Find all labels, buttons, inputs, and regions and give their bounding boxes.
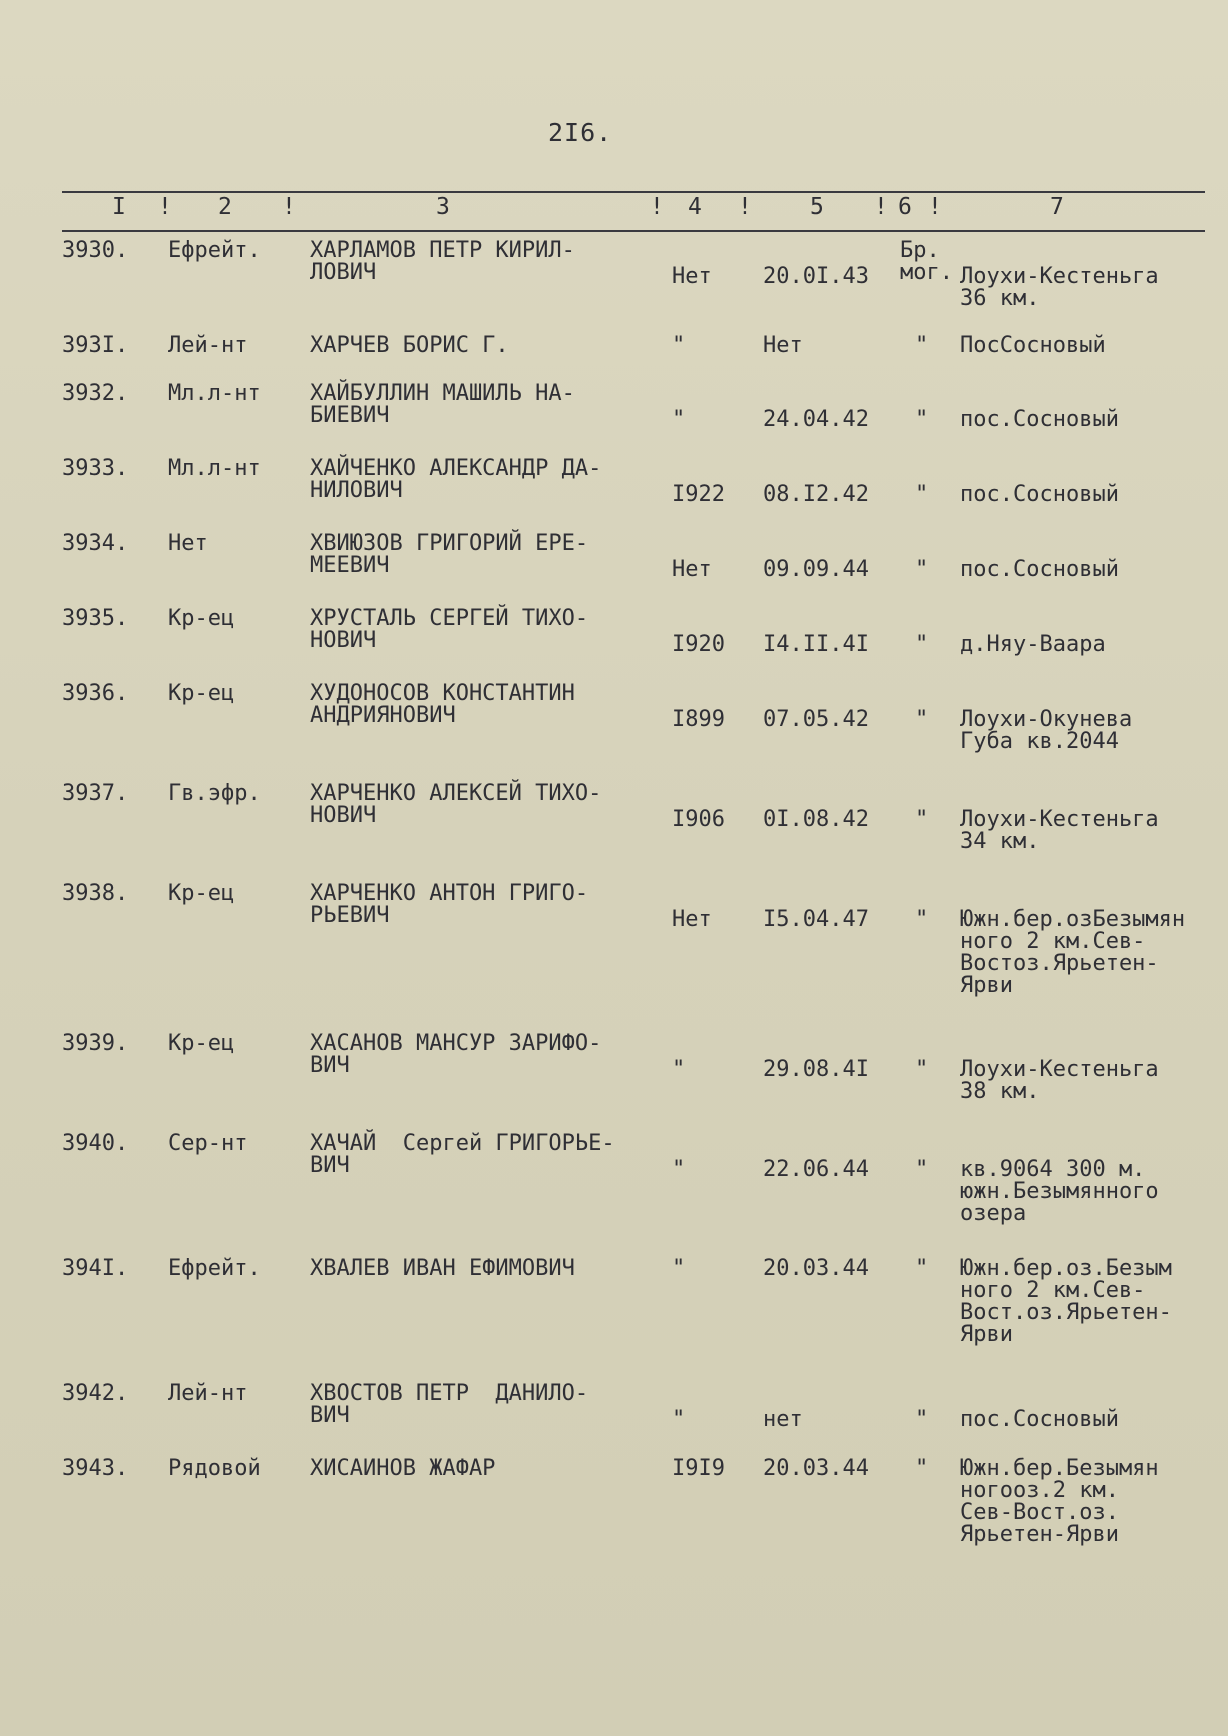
burial-place-line: Сев-Вост.оз. (960, 1500, 1119, 1525)
name-line: НИЛОВИЧ (310, 478, 403, 503)
burial-place-cell (960, 409, 1119, 431)
burial-place-cell (960, 559, 1119, 581)
header-separator: ! (282, 194, 296, 220)
name-line: ХИСАИНОВ ЖАФАР (310, 1456, 496, 1481)
burial-place-line: пос.Сосновый (960, 557, 1119, 582)
burial-place-cell (960, 266, 1159, 310)
death-date-cell: I4.II.4I (763, 632, 869, 657)
record-number: 3939. (62, 1031, 129, 1056)
rank-cell: Нет (168, 531, 208, 556)
name-line: БИЕВИЧ (310, 403, 390, 428)
burial-place-line: Вост.оз.Ярьетен- (960, 1300, 1172, 1325)
record-number: 3933. (62, 456, 129, 481)
rank-cell: Кр-ец (168, 606, 235, 631)
name-cell (310, 883, 588, 927)
name-cell (310, 683, 575, 727)
death-date-cell: I5.04.47 (763, 907, 869, 932)
burial-place-cell (960, 909, 1185, 997)
rank-cell: Рядовой (168, 1456, 261, 1481)
burial-place-line: д.Няу-Ваара (960, 632, 1106, 657)
birth-year-cell: I906 (672, 807, 725, 832)
burial-place-line: ного 2 км.Сев- (960, 1278, 1146, 1303)
grave-type-cell: " (915, 1407, 929, 1432)
burial-place-line: Южн.бер.оз.Безым (960, 1256, 1172, 1281)
birth-year-cell: " (672, 1157, 686, 1182)
page-number: 2I6. (548, 118, 613, 147)
rank-cell: Кр-ец (168, 881, 235, 906)
burial-place-line: Ярви (960, 1322, 1013, 1347)
name-cell (310, 383, 575, 427)
name-line: ХАЙЧЕНКО АЛЕКСАНДР ДА- (310, 456, 602, 481)
name-cell (310, 608, 588, 652)
burial-place-cell (960, 484, 1119, 506)
burial-place-line: Лоухи-Кестеньга (960, 807, 1159, 832)
rank-cell: Ефрейт. (168, 1256, 261, 1281)
name-line: ХАРЛАМОВ ПЕТР КИРИЛ- (310, 238, 575, 263)
name-line: НОВИЧ (310, 628, 377, 653)
name-cell (310, 1258, 575, 1280)
header-col-1: I (112, 194, 126, 220)
header-col-3: 3 (436, 194, 450, 220)
record-number: 3934. (62, 531, 129, 556)
table-header-rule (62, 230, 1205, 232)
burial-place-cell (960, 1458, 1159, 1546)
grave-type-cell: " (915, 1256, 929, 1281)
burial-place-line: Губа кв.2044 (960, 729, 1119, 754)
burial-place-cell (960, 335, 1106, 357)
name-line: ВИЧ (310, 1153, 350, 1178)
death-date-cell: 22.06.44 (763, 1157, 869, 1182)
death-date-cell: Нет (763, 333, 803, 358)
rank-cell: Мл.л-нт (168, 381, 261, 406)
table-top-rule (62, 191, 1205, 193)
birth-year-cell: I899 (672, 707, 725, 732)
death-date-cell: 0I.08.42 (763, 807, 869, 832)
burial-place-line: Южн.бер.озБезымян (960, 907, 1186, 932)
header-separator: ! (928, 194, 942, 220)
burial-place-cell (960, 634, 1106, 656)
death-date-cell: 24.04.42 (763, 407, 869, 432)
burial-place-cell (960, 709, 1132, 753)
record-number: 3935. (62, 606, 129, 631)
name-line: ХВАЛЕВ ИВАН ЕФИМОВИЧ (310, 1256, 575, 1281)
name-line: МЕЕВИЧ (310, 553, 390, 578)
burial-place-line: кв.9064 300 м. (960, 1157, 1146, 1182)
name-line: ХАЙБУЛЛИН МАШИЛЬ НА- (310, 381, 575, 406)
burial-place-line: Лоухи-Кестеньга (960, 1057, 1159, 1082)
grave-type-cell: " (915, 632, 929, 657)
name-line: ХАСАНОВ МАНСУР ЗАРИФО- (310, 1031, 602, 1056)
grave-type-cell: " (915, 407, 929, 432)
name-cell (310, 533, 588, 577)
burial-place-line: ногооз.2 км. (960, 1478, 1119, 1503)
grave-type-cell: " (915, 907, 929, 932)
name-line: ХАРЧЕНКО АЛЕКСЕЙ ТИХО- (310, 781, 602, 806)
burial-place-line: пос.Сосновый (960, 407, 1119, 432)
burial-place-cell (960, 1059, 1159, 1103)
birth-year-cell: " (672, 1407, 686, 1432)
name-line: ХУДОНОСОВ КОНСТАНТИН (310, 681, 575, 706)
name-line: НОВИЧ (310, 803, 377, 828)
name-line: ХВИЮЗОВ ГРИГОРИЙ ЕРЕ- (310, 531, 589, 556)
record-number: 3937. (62, 781, 129, 806)
grave-type-cell: " (915, 1456, 929, 1481)
header-separator: ! (738, 194, 752, 220)
name-line: ВИЧ (310, 1053, 350, 1078)
burial-place-line: пос.Сосновый (960, 482, 1119, 507)
death-date-cell: нет (763, 1407, 803, 1432)
record-number: 393I. (62, 333, 129, 358)
header-separator: ! (874, 194, 888, 220)
birth-year-cell: " (672, 407, 686, 432)
burial-place-cell (960, 1159, 1159, 1225)
death-date-cell: 20.03.44 (763, 1456, 869, 1481)
burial-place-cell (960, 809, 1159, 853)
name-line: ВИЧ (310, 1403, 350, 1428)
name-line: ЛОВИЧ (310, 260, 377, 285)
name-cell (310, 1033, 601, 1077)
header-col-2: 2 (218, 194, 232, 220)
name-cell (310, 783, 601, 827)
burial-place-line: Ярьетен-Ярви (960, 1522, 1119, 1547)
name-line: РЬЕВИЧ (310, 903, 390, 928)
grave-type-cell: " (915, 482, 929, 507)
death-date-cell: 08.I2.42 (763, 482, 869, 507)
rank-cell: Кр-ец (168, 681, 235, 706)
name-cell (310, 335, 509, 357)
burial-place-line: ного 2 км.Сев- (960, 929, 1146, 954)
death-date-cell: 29.08.4I (763, 1057, 869, 1082)
name-cell (310, 1383, 588, 1427)
record-number: 3940. (62, 1131, 129, 1156)
death-date-cell: 20.0I.43 (763, 264, 869, 289)
burial-place-line: Южн.бер.Безымян (960, 1456, 1159, 1481)
birth-year-cell: Нет (672, 557, 712, 582)
rank-cell: Лей-нт (168, 333, 248, 358)
birth-year-cell: I922 (672, 482, 725, 507)
record-number: 3930. (62, 238, 129, 263)
burial-place-line: озера (960, 1201, 1027, 1226)
burial-place-line: Ярви (960, 973, 1013, 998)
name-cell (310, 1458, 495, 1480)
birth-year-cell: " (672, 333, 686, 358)
rank-cell: Кр-ец (168, 1031, 235, 1056)
grave-type-cell: " (915, 707, 929, 732)
name-line: ХВОСТОВ ПЕТР ДАНИЛО- (310, 1381, 589, 1406)
grave-type-cell: " (915, 1057, 929, 1082)
burial-place-line: Лоухи-Кестеньга (960, 264, 1159, 289)
grave-type-cell: Бр. мог. (900, 238, 953, 285)
name-cell (310, 1133, 615, 1177)
record-number: 3936. (62, 681, 129, 706)
grave-type-cell: " (915, 333, 929, 358)
death-date-cell: 07.05.42 (763, 707, 869, 732)
name-line: АНДРИЯНОВИЧ (310, 703, 456, 728)
grave-type-cell: " (915, 1157, 929, 1182)
birth-year-cell: Нет (672, 264, 712, 289)
death-date-cell: 09.09.44 (763, 557, 869, 582)
burial-place-line: 38 км. (960, 1079, 1040, 1104)
burial-place-line: ПосСосновый (960, 333, 1106, 358)
burial-place-line: 36 км. (960, 286, 1040, 311)
grave-type-cell: " (915, 557, 929, 582)
burial-place-cell (960, 1409, 1119, 1431)
name-cell (310, 458, 601, 502)
name-line: ХАЧАЙ Сергей ГРИГОРЬЕ- (310, 1131, 615, 1156)
burial-place-line: Лоухи-Окунева (960, 707, 1133, 732)
rank-cell: Сер-нт (168, 1131, 248, 1156)
rank-cell: Мл.л-нт (168, 456, 261, 481)
name-cell (310, 240, 575, 284)
rank-cell: Гв.эфр. (168, 781, 261, 806)
grave-type-cell: " (915, 807, 929, 832)
record-number: 394I. (62, 1256, 129, 1281)
header-col-7: 7 (1050, 194, 1064, 220)
burial-place-cell (960, 1258, 1172, 1346)
name-line: ХАРЧЕНКО АНТОН ГРИГО- (310, 881, 589, 906)
name-line: ХАРЧЕВ БОРИС Г. (310, 333, 509, 358)
birth-year-cell: Нет (672, 907, 712, 932)
rank-cell: Ефрейт. (168, 238, 261, 263)
death-date-cell: 20.03.44 (763, 1256, 869, 1281)
header-col-6: 6 (898, 194, 912, 220)
rank-cell: Лей-нт (168, 1381, 248, 1406)
header-col-4: 4 (688, 194, 702, 220)
burial-place-line: пос.Сосновый (960, 1407, 1119, 1432)
record-number: 3942. (62, 1381, 129, 1406)
birth-year-cell: " (672, 1256, 686, 1281)
header-separator: ! (158, 194, 172, 220)
record-number: 3943. (62, 1456, 129, 1481)
record-number: 3938. (62, 881, 129, 906)
birth-year-cell: I9I9 (672, 1456, 725, 1481)
header-col-5: 5 (810, 194, 824, 220)
burial-place-line: Востоз.Ярьетен- (960, 951, 1159, 976)
record-number: 3932. (62, 381, 129, 406)
name-line: ХРУСТАЛЬ СЕРГЕЙ ТИХО- (310, 606, 589, 631)
header-separator: ! (650, 194, 664, 220)
birth-year-cell: " (672, 1057, 686, 1082)
burial-place-line: южн.Безымянного (960, 1179, 1159, 1204)
burial-place-line: 34 км. (960, 829, 1040, 854)
birth-year-cell: I920 (672, 632, 725, 657)
